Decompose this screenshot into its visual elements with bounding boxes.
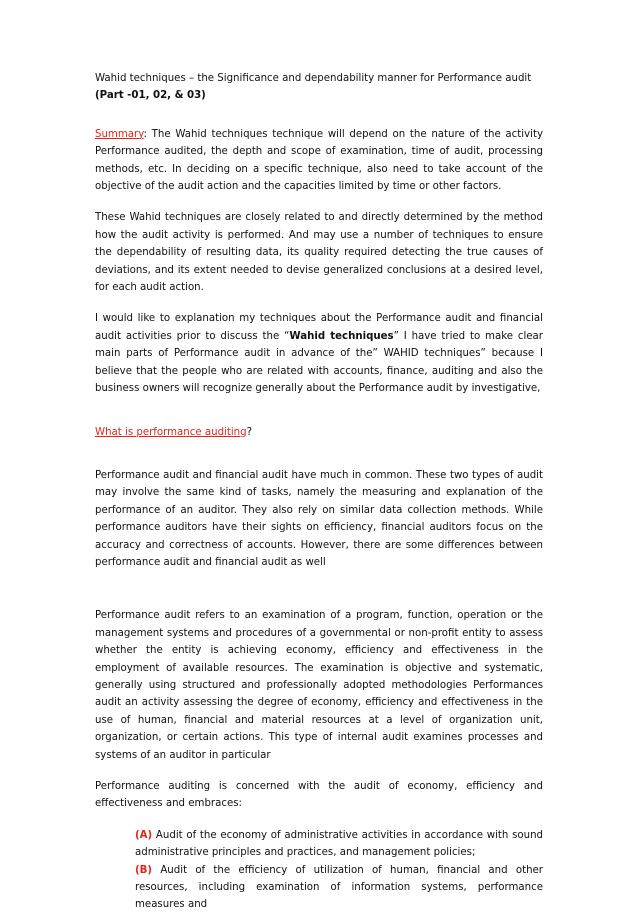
paragraph-comparison: Performance audit and financial audit have much in common. These two types of audit may involve the same kind of tasks, namely the measuring and explanation of the performance of an auditor. They also rely on similar data collection methods. While performance auditors have their sights on efficiency, financial auditors focus on the accuracy and correctness of accounts. However, there are some differences between performance audit and financial audit as well [95,469,543,568]
paragraph-methods: These Wahid techniques are closely related to and directly determined by the method how the audit activity is performed. And may use a number of techniques to ensure the dependability of resulting data, its quality required detecting the true causes of deviations, and its extent needed to devise generalized conclusions at a desired level, for each audit action. [95,212,543,294]
audit-list [95,827,543,914]
list-marker: (A) [135,829,153,841]
document-title: Wahid techniques – the Significance and dependability manner for Performance audit [95,73,532,84]
list-marker: (B) [135,864,153,876]
paragraph-explanation: I would like to explanation my techniques about the Performance audit and financial audit activities prior to discuss the “Wahid techniques” I have tried to make clear main parts of Performance audit in advance of the” WAHID techniques” because I believe that the people who are related with accounts, finance, auditing and also the business owners will recognize generally about the Performance audit by investigative, [95,313,543,395]
summary-label: Summary [95,128,144,140]
list-item: (B) Audit of the efficiency of utilization of human, financial and other resources, including examination of information systems, performance measures and [135,864,543,911]
document-subtitle: (Part -01, 02, & 03) [95,90,206,102]
summary-paragraph [95,126,543,196]
section-heading-text: What is performance auditing [95,426,247,438]
wahid-techniques-bold: Wahid techniques [289,330,394,342]
section-heading: What is performance auditing? [95,426,253,438]
list-item: (A) Audit of the economy of administrative activities in accordance with sound administrative principles and practices, and management policies; [135,829,543,859]
summary-text: : The Wahid techniques technique will depend on the nature of the activity Performance audited, the depth and scope of examination, time of audit, processing methods, etc. In deciding on a specific technique, also need to take account of the objective of the audit action and the capacities limited by time or other factors. [95,128,543,193]
paragraph-definition: Performance audit refers to an examination of a program, function, operation or the management systems and procedures of a governmental or non-profit entity to assess whether the entity is achieving economy, efficiency and effectiveness in the employment of available resources. The examination is objective and systematic, generally using structured and professionally adopted methodologies Performances audit an activity assessing the degree of economy, efficiency and effectiveness in the use of human, financial and material resources at a level of organization unit, organization, or certain actions. This type of internal audit examines processes and systems of an auditor in particular [95,610,543,761]
paragraph-embraces: Performance auditing is concerned with the audit of economy, efficiency and effectiveness and embraces: [95,781,543,810]
